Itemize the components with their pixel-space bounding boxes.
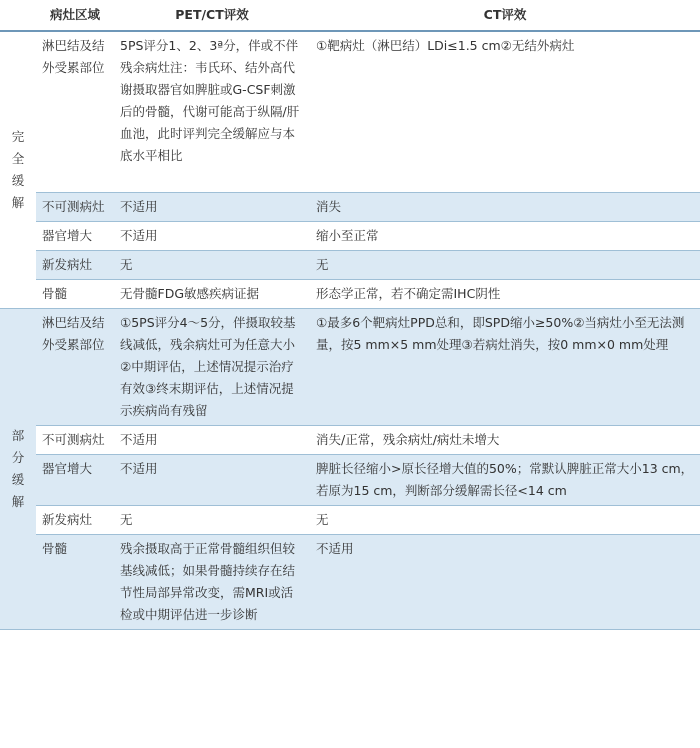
- ct-cell: 无: [310, 251, 700, 280]
- header-ct: CT评效: [310, 0, 700, 31]
- table-row: [0, 193, 700, 222]
- table-row: [0, 506, 700, 535]
- region-cell: 新发病灶: [36, 506, 114, 535]
- table-row: [0, 280, 700, 309]
- region-cell: 新发病灶: [36, 251, 114, 280]
- table-row: [0, 251, 700, 280]
- region-cell: 骨髓: [36, 280, 114, 309]
- ct-cell: 消失: [310, 193, 700, 222]
- region-cell: 淋巴结及结外受累部位: [36, 309, 114, 426]
- ct-cell: 缩小至正常: [310, 222, 700, 251]
- pet-cell: 不适用: [114, 193, 310, 222]
- ct-cell: 无: [310, 506, 700, 535]
- header-category: [0, 0, 36, 31]
- pet-cell: 5PS评分1、2、3ª分，伴或不伴残余病灶注：韦氏环、结外高代谢摄取器官如脾脏或G-CSF刺激后的骨髓，代谢可能高于纵隔/肝血池，此时评判完全缓解应与本底水平相比: [114, 31, 310, 193]
- pet-cell: 无: [114, 506, 310, 535]
- table-row: [0, 535, 700, 630]
- ct-cell: 不适用: [310, 535, 700, 630]
- header-pet: PET/CT评效: [114, 0, 310, 31]
- ct-cell: ①最多6个靶病灶PPD总和，即SPD缩小≥50%②当病灶小至无法测量，按5 mm×5 mm处理③若病灶消失，按0 mm×0 mm处理: [310, 309, 700, 426]
- pet-cell: 无: [114, 251, 310, 280]
- region-cell: 器官增大: [36, 455, 114, 506]
- pet-cell: 不适用: [114, 426, 310, 455]
- pet-cell: 不适用: [114, 455, 310, 506]
- table-row: [0, 455, 700, 506]
- ct-cell: ①靶病灶（淋巴结）LDi≤1.5 cm②无结外病灶: [310, 31, 700, 193]
- table-row: [0, 309, 700, 426]
- pet-cell: 残余摄取高于正常骨髓组织但较基线减低；如果骨髓持续存在结节性局部异常改变，需MRI或活检或中期评估进一步诊断: [114, 535, 310, 630]
- header-region: 病灶区域: [36, 0, 114, 31]
- table-header-row: [0, 0, 700, 31]
- ct-cell: 脾脏长径缩小>原长径增大值的50%；常默认脾脏正常大小13 cm，若原为15 cm，判断部分缓解需长径<14 cm: [310, 455, 700, 506]
- region-cell: 不可测病灶: [36, 193, 114, 222]
- pet-cell: 无骨髓FDG敏感疾病证据: [114, 280, 310, 309]
- ct-cell: 消失/正常，残余病灶/病灶未增大: [310, 426, 700, 455]
- pet-cell: ①5PS评分4～5分，伴摄取较基线减低，残余病灶可为任意大小②中期评估，上述情况提示治疗有效③终末期评估，上述情况提示疾病尚有残留: [114, 309, 310, 426]
- table-row: [0, 31, 700, 193]
- category-complete-response: 完全缓解: [0, 31, 36, 309]
- table-row: [0, 426, 700, 455]
- region-cell: 不可测病灶: [36, 426, 114, 455]
- category-partial-response: 部分缓解: [0, 309, 36, 630]
- ct-cell: 形态学正常，若不确定需IHC阴性: [310, 280, 700, 309]
- region-cell: 器官增大: [36, 222, 114, 251]
- pet-cell: 不适用: [114, 222, 310, 251]
- region-cell: 骨髓: [36, 535, 114, 630]
- region-cell: 淋巴结及结外受累部位: [36, 31, 114, 193]
- table-row: [0, 222, 700, 251]
